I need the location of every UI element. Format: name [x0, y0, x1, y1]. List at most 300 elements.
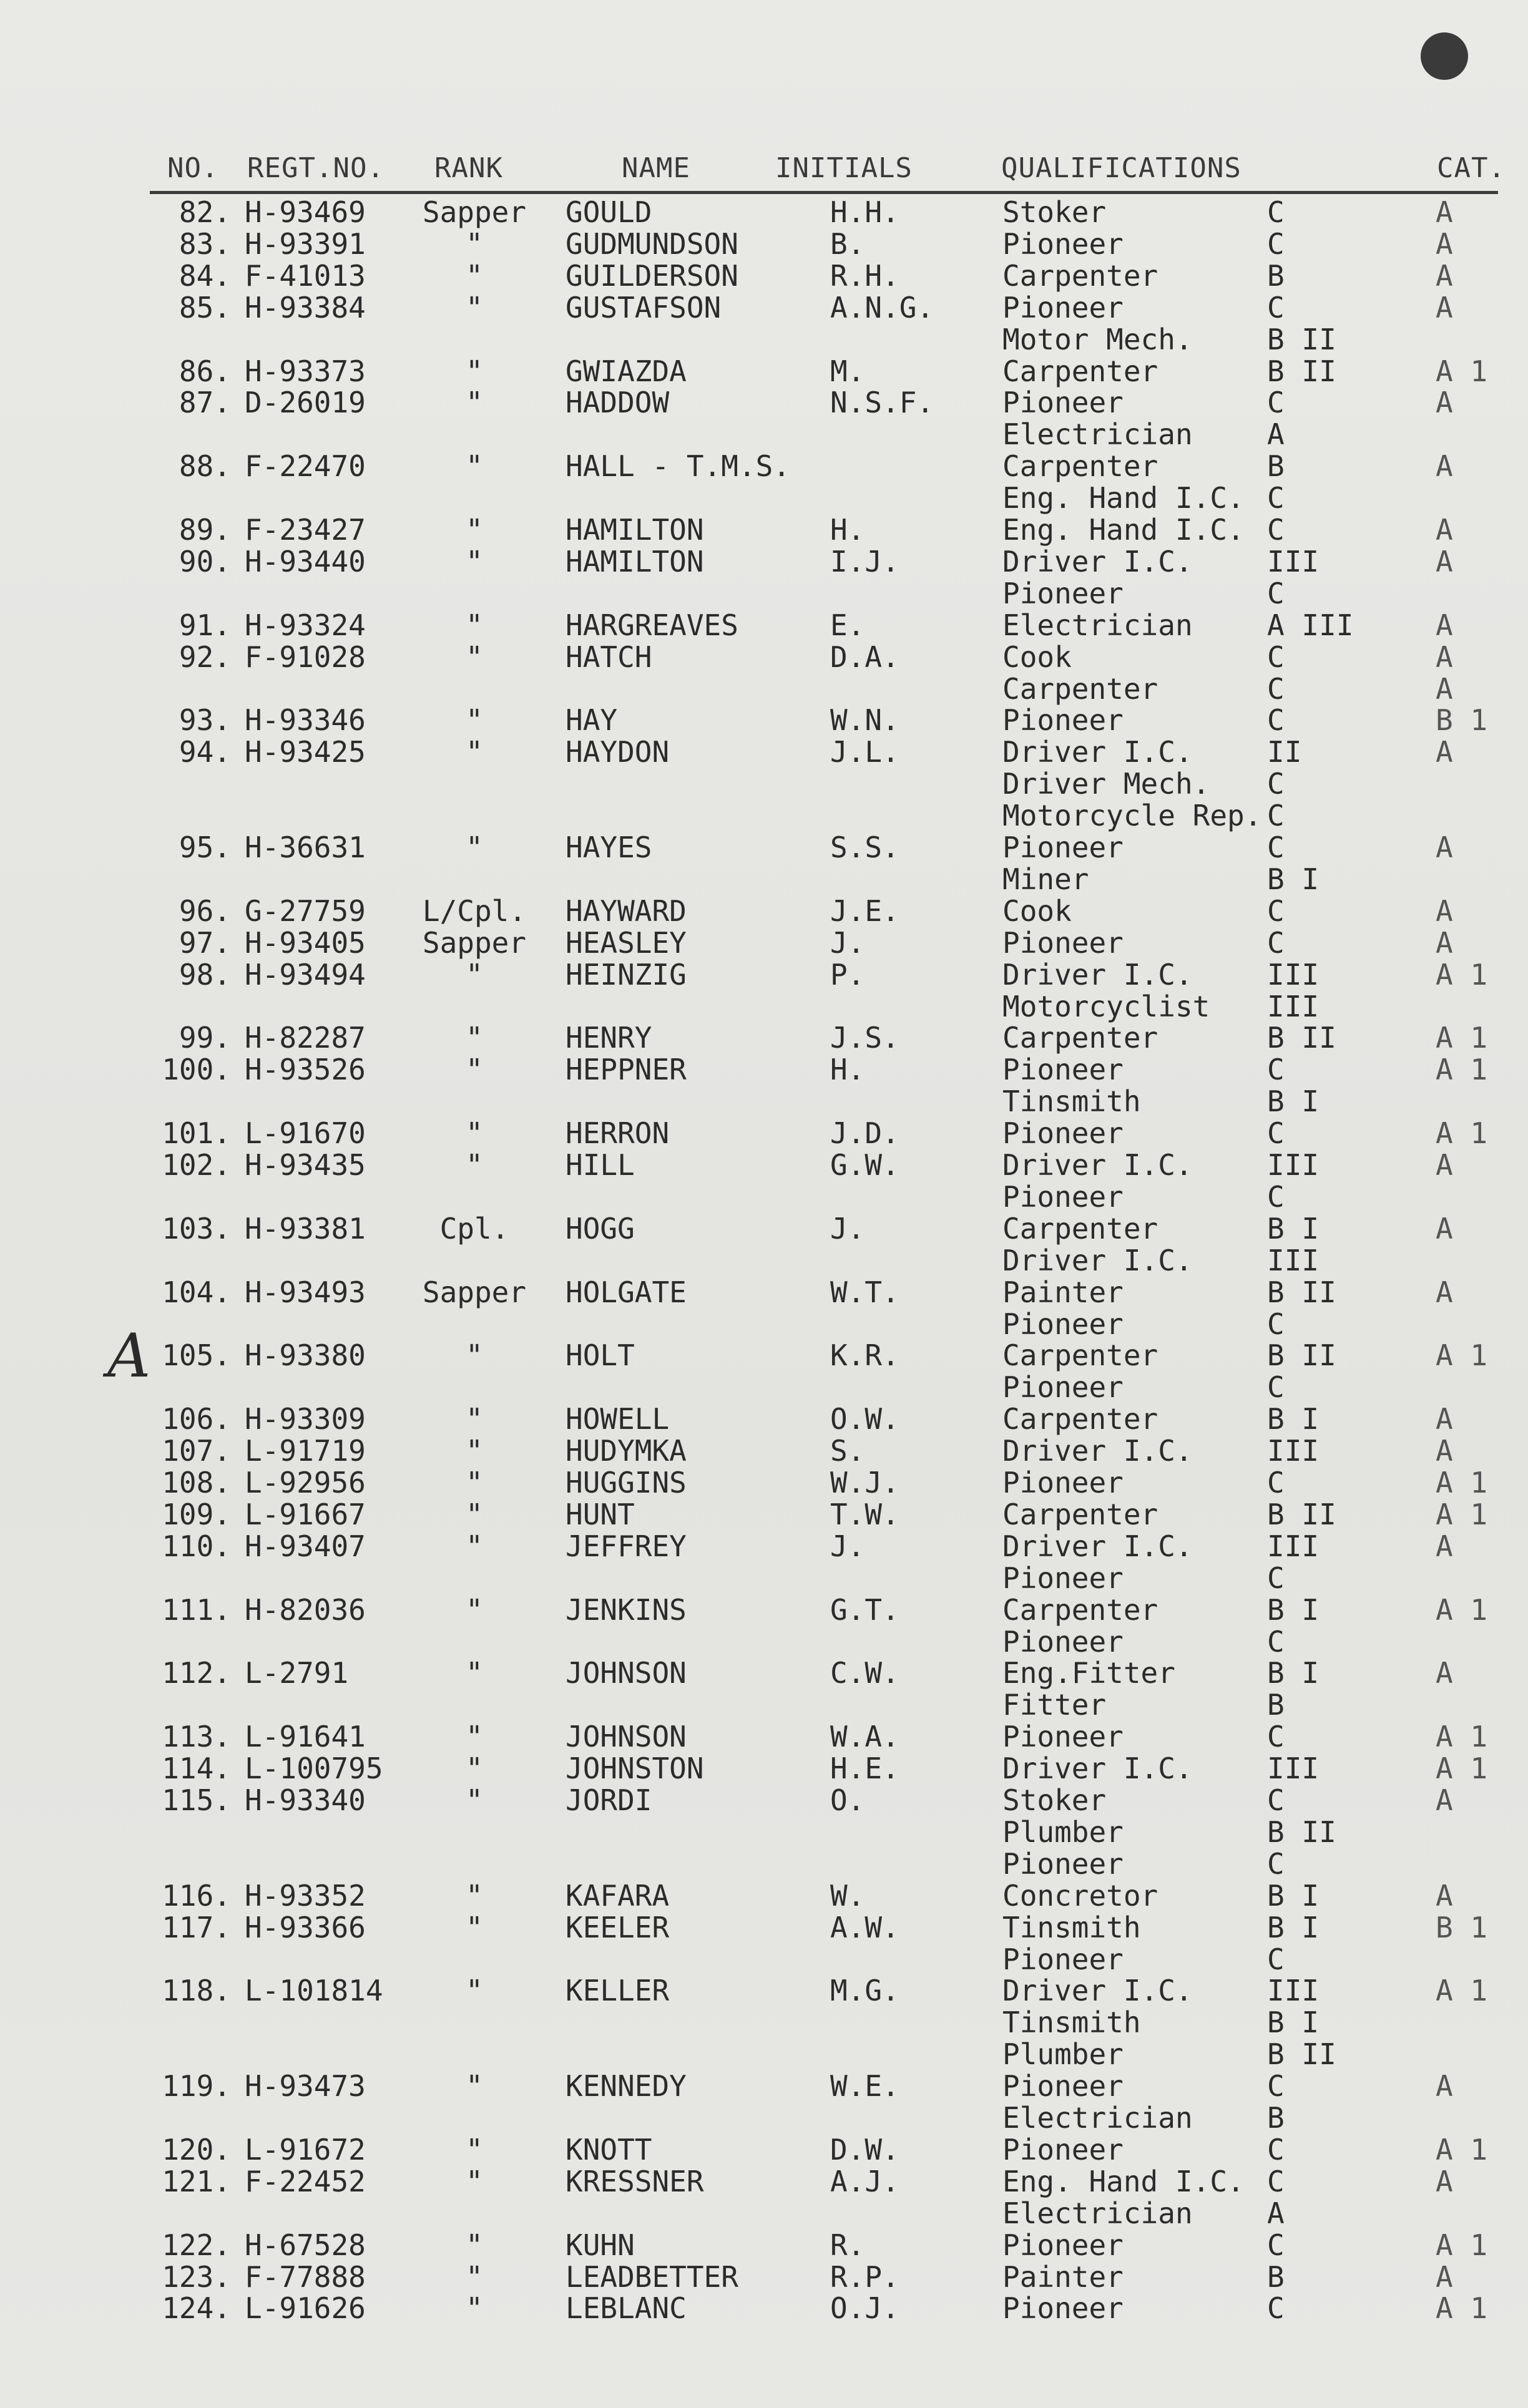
initials: D.A. — [830, 640, 899, 674]
qualification-grade: C — [1267, 1466, 1285, 1499]
table-row — [0, 1848, 1528, 1880]
qualification: Pioneer — [1002, 2069, 1124, 2103]
qualification: Driver I.C. — [1002, 1529, 1193, 1563]
qualification-grade: C — [1267, 1942, 1285, 1976]
table-row — [0, 1467, 1528, 1499]
surname: HAY — [566, 703, 618, 738]
header-no: NO. — [167, 152, 219, 184]
qualification-grade: B II — [1267, 1275, 1336, 1309]
qualification-grade: C — [1267, 290, 1285, 324]
rank: " — [466, 831, 483, 864]
row-number: 112. — [162, 1656, 231, 1690]
table-row — [0, 1213, 1528, 1245]
table-row — [0, 2230, 1528, 2261]
header-rank: RANK — [434, 152, 503, 184]
surname: JOHNSTON — [566, 1752, 704, 1786]
category: A 1 — [1436, 2291, 1488, 2326]
surname: HOWELL — [566, 1402, 670, 1436]
regt-no: L-91667 — [245, 1497, 366, 1531]
surname: HEPPNER — [566, 1053, 687, 1087]
category: A — [1436, 2259, 1453, 2294]
qualification-grade: B I — [1267, 2006, 1320, 2040]
category: A 1 — [1436, 1338, 1488, 1373]
initials: R.P. — [830, 2259, 899, 2294]
qualification: Driver I.C. — [1002, 1434, 1193, 1468]
regt-no: H-93309 — [245, 1402, 366, 1436]
initials: W.N. — [830, 703, 899, 738]
initials: A.J. — [830, 2164, 899, 2198]
qualification: Driver I.C. — [1002, 957, 1193, 992]
table-row — [0, 1372, 1528, 1403]
row-number: 114. — [162, 1752, 231, 1786]
regt-no: H-93352 — [245, 1878, 366, 1913]
category: B 1 — [1436, 703, 1488, 738]
header-cat: CAT. — [1437, 152, 1506, 184]
qualification: Driver Mech. — [1002, 767, 1210, 801]
category: A — [1436, 1148, 1453, 1182]
table-row — [0, 356, 1528, 388]
category: A — [1436, 640, 1453, 674]
rank: " — [466, 640, 483, 674]
qualification: Eng.Fitter — [1002, 1656, 1175, 1690]
surname: HENRY — [566, 1021, 652, 1055]
qualification-grade: B — [1267, 2101, 1285, 2135]
category: A — [1436, 258, 1453, 293]
qualification-grade: B — [1267, 1688, 1285, 1722]
qualification-grade: III — [1267, 1243, 1320, 1277]
initials: H.E. — [830, 1752, 899, 1786]
surname: KEELER — [566, 1910, 670, 1944]
surname: JOHNSON — [566, 1656, 687, 1690]
surname: KAFARA — [566, 1878, 670, 1913]
surname: HEASLEY — [566, 925, 687, 960]
table-row — [0, 1689, 1528, 1721]
header-regt-no: REGT.NO. — [247, 152, 384, 184]
initials: W.T. — [830, 1275, 899, 1309]
qualification: Motorcyclist — [1002, 989, 1210, 1023]
surname: JEFFREY — [566, 1529, 687, 1563]
row-number: 117. — [162, 1910, 231, 1944]
rank: " — [466, 1656, 483, 1690]
surname: GUILDERSON — [566, 258, 738, 293]
regt-no: H-93473 — [245, 2069, 366, 2103]
surname: HOLGATE — [566, 1275, 687, 1309]
row-number: 110. — [162, 1529, 231, 1563]
category: A 1 — [1436, 2132, 1488, 2167]
table-row — [0, 2166, 1528, 2198]
rank: " — [466, 290, 483, 324]
initials: J. — [830, 925, 865, 960]
qualification-grade: C — [1267, 1307, 1285, 1341]
row-number: 120. — [162, 2132, 231, 2167]
qualification: Concretor — [1002, 1878, 1158, 1913]
initials: J. — [830, 1211, 865, 1245]
qualification-grade: C — [1267, 195, 1285, 229]
qualification-grade: C — [1267, 1370, 1285, 1405]
row-number: 118. — [162, 1974, 231, 2008]
qualification: Painter — [1002, 2259, 1124, 2294]
rank: " — [466, 2069, 483, 2103]
category: A 1 — [1436, 2228, 1488, 2262]
initials: S. — [830, 1434, 865, 1468]
qualification: Pioneer — [1002, 703, 1124, 738]
table-row — [0, 1531, 1528, 1562]
qualification-grade: B II — [1267, 1497, 1336, 1531]
qualification: Pioneer — [1002, 290, 1124, 324]
category: A 1 — [1436, 354, 1488, 388]
qualification: Carpenter — [1002, 1592, 1158, 1627]
row-number: 91. — [179, 608, 231, 642]
table-row — [0, 1816, 1528, 1848]
table-row — [0, 2102, 1528, 2134]
regt-no: F-91028 — [245, 640, 366, 674]
qualification: Pioneer — [1002, 1370, 1124, 1405]
regt-no: H-93380 — [245, 1338, 366, 1373]
row-number: 104. — [162, 1275, 231, 1309]
initials: A.N.G. — [830, 290, 934, 324]
row-number: 108. — [162, 1466, 231, 1499]
table-row — [0, 1277, 1528, 1309]
surname: KUHN — [566, 2228, 635, 2262]
initials: W.E. — [830, 2069, 899, 2103]
table-row — [0, 1785, 1528, 1816]
row-number: 88. — [179, 449, 231, 484]
qualification: Tinsmith — [1002, 1910, 1141, 1944]
qualification-grade: B II — [1267, 322, 1336, 356]
surname: LEBLANC — [566, 2291, 687, 2326]
regt-no: H-82036 — [245, 1592, 366, 1627]
regt-no: H-93391 — [245, 227, 366, 261]
qualification: Stoker — [1002, 195, 1107, 229]
category: A — [1436, 195, 1453, 229]
rank: " — [466, 1466, 483, 1499]
regt-no: G-27759 — [245, 894, 366, 928]
qualification-grade: C — [1267, 1053, 1285, 1087]
table-row — [0, 1594, 1528, 1626]
table-row — [0, 1022, 1528, 1054]
header-initials: INITIALS — [775, 152, 913, 184]
category: A — [1436, 735, 1453, 769]
qualification: Pioneer — [1002, 1307, 1124, 1341]
qualification-grade: B II — [1267, 1338, 1336, 1373]
qualification: Pioneer — [1002, 1624, 1124, 1659]
row-number: 113. — [162, 1720, 231, 1754]
qualification-grade: C — [1267, 1783, 1285, 1817]
category: A — [1436, 1783, 1453, 1817]
category: A — [1436, 1275, 1453, 1309]
rank: Cpl. — [439, 1211, 509, 1245]
qualification: Carpenter — [1002, 258, 1158, 293]
regt-no: L-91672 — [245, 2132, 366, 2167]
surname: HUNT — [566, 1497, 635, 1531]
row-number: 93. — [179, 703, 231, 738]
header-rule — [150, 191, 1498, 194]
qualification: Electrician — [1002, 417, 1193, 452]
initials: A.W. — [830, 1910, 899, 1944]
rank: " — [466, 1148, 483, 1182]
surname: GWIAZDA — [566, 354, 687, 388]
qualification: Miner — [1002, 862, 1089, 896]
qualification-grade: B II — [1267, 1021, 1336, 1055]
rank: " — [466, 1116, 483, 1151]
row-number: 84. — [179, 258, 231, 293]
qualification-grade: C — [1267, 1720, 1285, 1754]
qualification-grade: C — [1267, 227, 1285, 261]
row-number: 92. — [179, 640, 231, 674]
row-number: 115. — [162, 1783, 231, 1817]
rank: " — [466, 1910, 483, 1944]
surname: LEADBETTER — [566, 2259, 738, 2294]
rank: " — [466, 1878, 483, 1913]
regt-no: F-23427 — [245, 513, 366, 547]
category: A — [1436, 449, 1453, 484]
qualification: Pioneer — [1002, 227, 1124, 261]
row-number: 116. — [162, 1878, 231, 1913]
qualification: Pioneer — [1002, 2228, 1124, 2262]
qualification: Fitter — [1002, 1688, 1107, 1722]
initials: G.T. — [830, 1592, 899, 1627]
initials: H. — [830, 513, 865, 547]
regt-no: H-93493 — [245, 1275, 366, 1309]
rank: " — [466, 1783, 483, 1817]
table-row — [0, 2007, 1528, 2039]
table-row — [0, 1626, 1528, 1658]
table-row — [0, 2039, 1528, 2070]
table-row — [0, 1118, 1528, 1149]
category: A 1 — [1436, 1053, 1488, 1087]
regt-no: L-2791 — [245, 1656, 349, 1690]
row-number: 97. — [179, 925, 231, 960]
qualification: Pioneer — [1002, 1466, 1124, 1499]
regt-no: F-77888 — [245, 2259, 366, 2294]
qualification-grade: III — [1267, 1434, 1320, 1468]
qualification-grade: C — [1267, 703, 1285, 738]
regt-no: H-93324 — [245, 608, 366, 642]
qualification-grade: C — [1267, 1116, 1285, 1151]
qualification: Pioneer — [1002, 2291, 1124, 2326]
row-number: 85. — [179, 290, 231, 324]
surname: HERRON — [566, 1116, 670, 1151]
surname: KENNEDY — [566, 2069, 687, 2103]
qualification: Stoker — [1002, 1783, 1107, 1817]
category: A — [1436, 386, 1453, 420]
initials: I.J. — [830, 544, 899, 578]
qualification-grade: B II — [1267, 1815, 1336, 1849]
category: A — [1436, 831, 1453, 864]
table-row — [0, 1944, 1528, 1976]
qualification-grade: C — [1267, 2069, 1285, 2103]
initials: B. — [830, 227, 865, 261]
surname: GUSTAFSON — [566, 290, 722, 324]
table-row — [0, 1086, 1528, 1118]
qualification-grade: C — [1267, 2291, 1285, 2326]
qualification: Carpenter — [1002, 1211, 1158, 1245]
row-number: 86. — [179, 354, 231, 388]
qualification-grade: C — [1267, 513, 1285, 547]
initials: T.W. — [830, 1497, 899, 1531]
table-row — [0, 228, 1528, 260]
rank: " — [466, 735, 483, 769]
category: A — [1436, 671, 1453, 706]
table-row — [0, 578, 1528, 610]
table-row — [0, 387, 1528, 419]
qualification: Pioneer — [1002, 1116, 1124, 1151]
qualification-grade: C — [1267, 671, 1285, 706]
surname: JORDI — [566, 1783, 652, 1817]
surname: HUGGINS — [566, 1466, 687, 1499]
table-row — [0, 1880, 1528, 1912]
category: B 1 — [1436, 1910, 1488, 1944]
qualification: Driver I.C. — [1002, 735, 1193, 769]
row-number: 123. — [162, 2259, 231, 2294]
table-row — [0, 292, 1528, 324]
qualification-grade: C — [1267, 2228, 1285, 2262]
qualification-grade: B I — [1267, 1656, 1320, 1690]
regt-no: H-93440 — [245, 544, 366, 578]
regt-no: H-93366 — [245, 1910, 366, 1944]
surname: HAYES — [566, 831, 652, 864]
qualification: Pioneer — [1002, 1942, 1124, 1976]
rank: " — [466, 1592, 483, 1627]
rank: " — [466, 1497, 483, 1531]
table-row — [0, 832, 1528, 864]
qualification: Electrician — [1002, 2196, 1193, 2230]
qualification: Carpenter — [1002, 1338, 1158, 1373]
table-row — [0, 197, 1528, 228]
qualification-grade: C — [1267, 1846, 1285, 1881]
surname: HOLT — [566, 1338, 635, 1373]
surname: HADDOW — [566, 386, 670, 420]
table-row — [0, 895, 1528, 927]
table-row — [0, 2293, 1528, 2324]
table-row — [0, 927, 1528, 959]
qualification: Pioneer — [1002, 1179, 1124, 1214]
qualification: Eng. Hand I.C. — [1002, 2164, 1245, 2198]
qualification: Pioneer — [1002, 1053, 1124, 1087]
category: A 1 — [1436, 1497, 1488, 1531]
surname: HATCH — [566, 640, 652, 674]
qualification: Carpenter — [1002, 1021, 1158, 1055]
table-row — [0, 704, 1528, 736]
table-row — [0, 2070, 1528, 2102]
initials: H.H. — [830, 195, 899, 229]
row-number: 99. — [179, 1021, 231, 1055]
qualification-grade: C — [1267, 386, 1285, 420]
table-row — [0, 1753, 1528, 1785]
rank: " — [466, 2259, 483, 2294]
table-row — [0, 1245, 1528, 1277]
table-row — [0, 1309, 1528, 1340]
row-number: 87. — [179, 386, 231, 420]
row-number: 95. — [179, 831, 231, 864]
qualification-grade: C — [1267, 1179, 1285, 1214]
category: A — [1436, 1878, 1453, 1913]
rank: " — [466, 2291, 483, 2326]
regt-no: D-26019 — [245, 386, 366, 420]
category: A 1 — [1436, 1021, 1488, 1055]
qualification-grade: A III — [1267, 608, 1354, 642]
surname: HEINZIG — [566, 957, 687, 992]
category: A — [1436, 2069, 1453, 2103]
qualification-grade: B — [1267, 449, 1285, 484]
qualification-grade: III — [1267, 957, 1320, 992]
rank: " — [466, 608, 483, 642]
qualification: Electrician — [1002, 608, 1193, 642]
initials: O.W. — [830, 1402, 899, 1436]
qualification: Tinsmith — [1002, 2006, 1141, 2040]
qualification-grade: III — [1267, 544, 1320, 578]
rank: " — [466, 227, 483, 261]
table-row — [0, 1149, 1528, 1181]
qualification-grade: C — [1267, 799, 1285, 833]
surname: HAYWARD — [566, 894, 687, 928]
initials: C.W. — [830, 1656, 899, 1690]
row-number: 101. — [162, 1116, 231, 1151]
row-number: 107. — [162, 1434, 231, 1468]
rank: " — [466, 354, 483, 388]
surname: HAMILTON — [566, 513, 704, 547]
regt-no: L-91719 — [245, 1434, 366, 1468]
qualification: Pioneer — [1002, 925, 1124, 960]
qualification: Carpenter — [1002, 449, 1158, 484]
table-row — [0, 991, 1528, 1023]
header-qualifications: QUALIFICATIONS — [1001, 152, 1242, 184]
table-row — [0, 260, 1528, 292]
qualification-grade: III — [1267, 1529, 1320, 1563]
category: A — [1436, 290, 1453, 324]
qualification-grade: B II — [1267, 2037, 1336, 2072]
qualification-grade: C — [1267, 1624, 1285, 1659]
qualification-grade: C — [1267, 2164, 1285, 2198]
qualification: Painter — [1002, 1275, 1124, 1309]
qualification-grade: C — [1267, 767, 1285, 801]
table-row — [0, 768, 1528, 800]
rank: " — [466, 2228, 483, 2262]
table-row — [0, 514, 1528, 546]
table-row — [0, 736, 1528, 768]
row-number: 121. — [162, 2164, 231, 2198]
initials: E. — [830, 608, 865, 642]
regt-no: L-92956 — [245, 1466, 366, 1499]
qualification-grade: C — [1267, 640, 1285, 674]
table-row — [0, 1054, 1528, 1086]
regt-no: F-41013 — [245, 258, 366, 293]
initials: O. — [830, 1783, 865, 1817]
table-row — [0, 610, 1528, 641]
initials: W.A. — [830, 1720, 899, 1754]
regt-no: L-100795 — [245, 1752, 383, 1786]
table-row — [0, 1435, 1528, 1467]
surname: HILL — [566, 1148, 635, 1182]
rank: " — [466, 258, 483, 293]
initials: J.L. — [830, 735, 899, 769]
qualification: Driver I.C. — [1002, 1974, 1193, 2008]
surname: KELLER — [566, 1974, 670, 2008]
regt-no: H-93346 — [245, 703, 366, 738]
category: A — [1436, 2164, 1453, 2198]
qualification-grade: A — [1267, 2196, 1285, 2230]
qualification: Carpenter — [1002, 671, 1158, 706]
regt-no: H-82287 — [245, 1021, 366, 1055]
table-row — [0, 1403, 1528, 1435]
rank: " — [466, 449, 483, 484]
qualification-grade: B I — [1267, 1910, 1320, 1944]
surname: HAMILTON — [566, 544, 704, 578]
qualification-grade: C — [1267, 925, 1285, 960]
row-number: 124. — [162, 2291, 231, 2326]
category: A 1 — [1436, 1720, 1488, 1754]
initials: P. — [830, 957, 865, 992]
